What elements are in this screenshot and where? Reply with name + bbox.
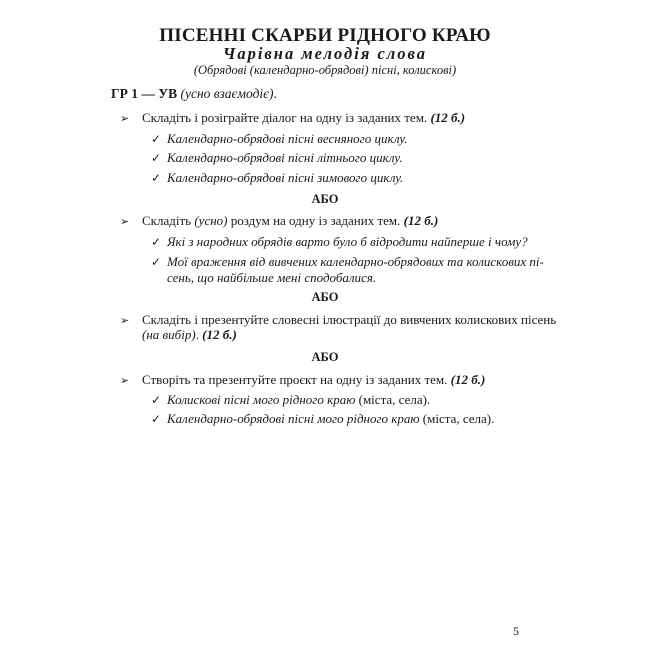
check-icon: ✓ — [151, 235, 162, 249]
separator-or: АБО — [311, 350, 339, 364]
arrow-bullet-icon: ➢ — [120, 113, 130, 125]
arrow-bullet-icon: ➢ — [120, 375, 130, 387]
task-1 — [120, 110, 465, 126]
task-points: (12 б.) — [430, 110, 466, 125]
task-3-continuation: (на вибір). (12 б.) — [142, 327, 237, 342]
task-2-subitem: ✓ Які з народних обрядів варто було б відродити найперше і чому? — [151, 234, 528, 249]
page-subtitle-note: (Обрядові (календарно-обрядові) пісні, колискові) — [193, 63, 457, 77]
task-4: ➢ Створіть та презентуйте проєкт на одну із заданих тем. (12 б.) — [120, 372, 486, 387]
task-points: (12 б.) — [202, 327, 237, 342]
check-icon: ✓ — [151, 412, 162, 426]
check-icon: ✓ — [151, 151, 162, 165]
separator-or: АБО — [311, 192, 339, 206]
check-icon: ✓ — [151, 255, 162, 269]
check-icon: ✓ — [151, 393, 162, 407]
arrow-bullet-icon: ➢ — [120, 216, 130, 228]
task-4-subitem: ✓ Календарно-обрядові пісні мого рідного краю (міста, села). — [151, 411, 495, 426]
group-note: (усно взаємодіє) — [180, 86, 274, 101]
separator-or: АБО — [311, 290, 339, 304]
task-points: (12 б.) — [403, 213, 439, 228]
page-subtitle: Чарівна мелодія слова — [223, 44, 427, 63]
page-title: ПІСЕННІ СКАРБИ РІДНОГО КРАЮ — [159, 25, 491, 46]
task-2: ➢ Складіть (усно) роздум на одну із заданих тем. (12 б.) — [120, 213, 439, 228]
task-3: ➢ Складіть і презентуйте словесні ілюстрації до вивчених колискових пісень — [120, 312, 557, 327]
group-heading: ГР 1 — УВ (усно взаємодіє). — [111, 86, 277, 101]
arrow-bullet-icon: ➢ — [120, 315, 130, 327]
task-text: Складіть і розіграйте діалог на одну із заданих тем. — [142, 110, 428, 125]
task-points: (12 б.) — [450, 372, 486, 387]
task-2-subitem-continuation: сень, що найбільше мені сподобалися. — [167, 270, 377, 285]
check-icon: ✓ — [151, 171, 162, 185]
task-1-subitem: ✓ Календарно-обрядові пісні весняного циклу. — [151, 131, 408, 146]
task-2-subitem: ✓ Мої враження від вивчених календарно-обрядових та колискових пі- — [151, 254, 544, 269]
group-label: ГР 1 — УВ — [111, 86, 178, 101]
task-1-subitem: ✓ Календарно-обрядові пісні зимового циклу. — [151, 170, 404, 185]
check-icon: ✓ — [151, 132, 162, 146]
page-number: 5 — [513, 624, 519, 638]
task-1-subitem: ✓ Календарно-обрядові пісні літнього циклу. — [151, 150, 403, 165]
task-4-subitem: ✓ Колискові пісні мого рідного краю (міста, села). — [151, 392, 431, 407]
